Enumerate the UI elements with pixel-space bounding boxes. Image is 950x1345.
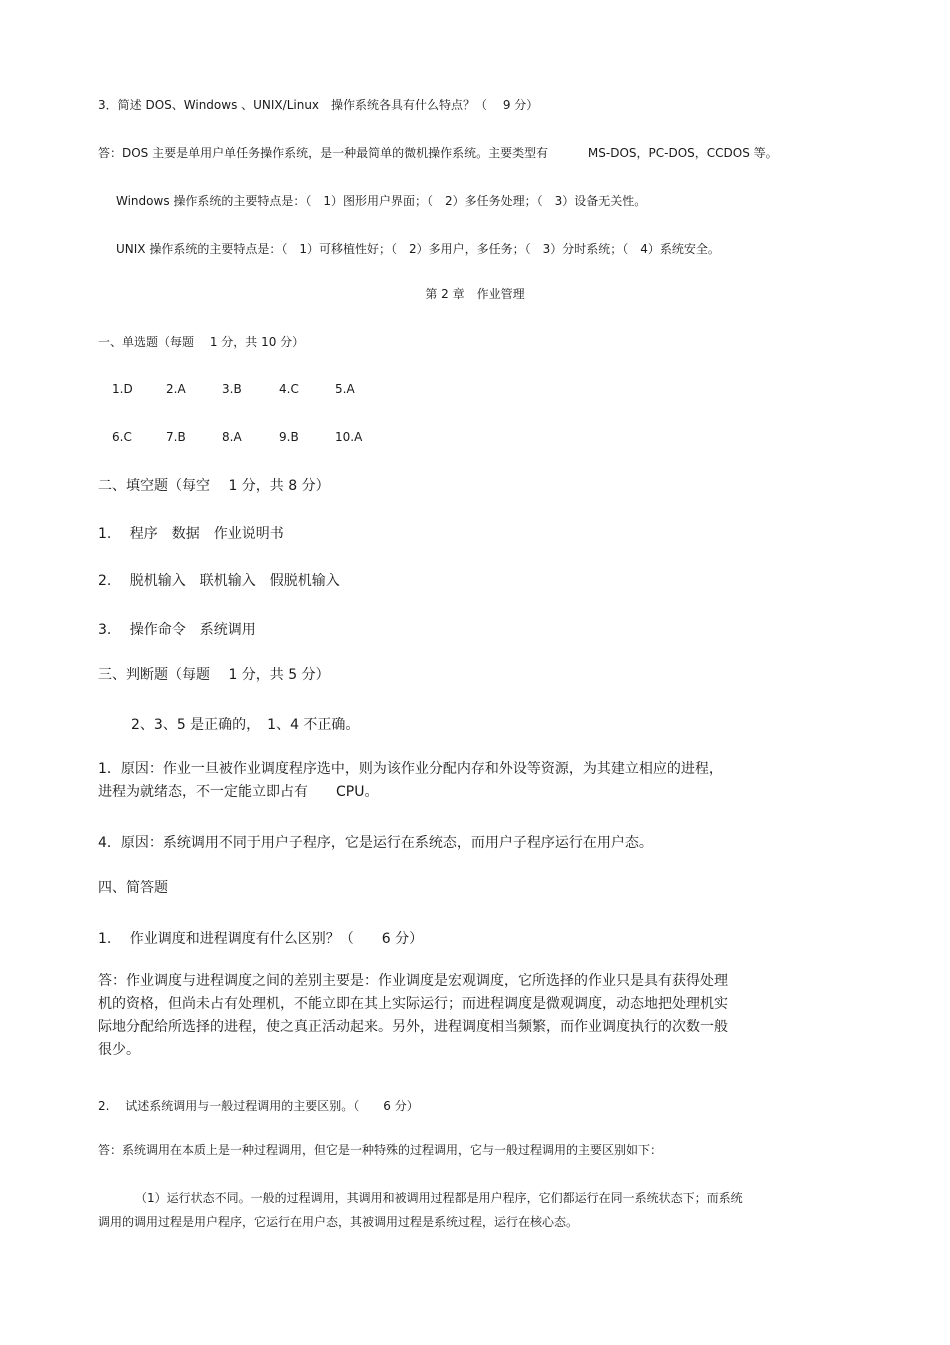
short-answer-answer-2-intro: 答：系统调用在本质上是一种过程调用，但它是一种特殊的过程调用，它与一般过程调用的主要区别如下： xyxy=(98,1143,663,1157)
reason-1-line-2: 进程为就绪态，不一定能立即占有 CPU。 xyxy=(98,784,379,800)
answer-item: 3.B xyxy=(222,382,242,396)
answer-1-line: 机的资格，但尚未占有处理机，不能立即在其上实际运行；而进程调度是微观调度，动态地把处理机实 xyxy=(98,996,728,1012)
answer-1-line: 很少。 xyxy=(98,1042,140,1058)
answer-item: 2.A xyxy=(166,382,186,396)
fill-blank-item-2: 2. 脱机输入 联机输入 假脱机输入 xyxy=(98,573,340,589)
answer-item: 5.A xyxy=(335,382,355,396)
answer-item: 7.B xyxy=(166,430,186,444)
answer-item: 4.C xyxy=(279,382,299,396)
answer-2-point-1-line-1: （1）运行状态不同。一般的过程调用，其调用和被调用过程都是用户程序，它们都运行在同一系统状态下；而系统 xyxy=(135,1191,743,1205)
fill-blank-heading: 二、填空题（每空 1 分，共 8 分） xyxy=(98,478,330,494)
true-false-reason-1 xyxy=(98,758,723,804)
answer-2-point-1-line-2: 调用的调用过程是用户程序，它运行在用户态，其被调用过程是系统过程，运行在核心态。 xyxy=(98,1215,579,1229)
true-false-heading: 三、判断题（每题 1 分，共 5 分） xyxy=(98,667,330,683)
answer-item: 10.A xyxy=(335,430,363,444)
reason-1-line-1: 1．原因：作业一旦被作业调度程序选中，则为该作业分配内存和外设等资源，为其建立相应的进程， xyxy=(98,761,723,777)
question-3: 3．简述 DOS、Windows 、UNIX/Linux 操作系统各具有什么特点？（ 9 分） xyxy=(98,98,539,112)
true-false-summary: 2、3、5 是正确的， 1、4 不正确。 xyxy=(131,717,360,733)
answer-item: 8.A xyxy=(222,430,242,444)
short-answer-heading: 四、简答题 xyxy=(98,880,168,896)
fill-blank-item-3: 3. 操作命令 系统调用 xyxy=(98,622,256,638)
answer-dos: 答：DOS 主要是单用户单任务操作系统，是一种最简单的微机操作系统。主要类型有 MS-DOS，PC-DOS，CCDOS 等。 xyxy=(98,146,778,160)
chapter-title: 第 2 章 作业管理 xyxy=(425,287,525,301)
answer-item: 1.D xyxy=(112,382,133,396)
short-answer-answer-1 xyxy=(98,970,728,1062)
short-answer-question-2: 2. 试述系统调用与一般过程调用的主要区别。（ 6 分） xyxy=(98,1099,419,1113)
answer-item: 9.B xyxy=(279,430,299,444)
single-choice-heading: 一、单选题（每题 1 分，共 10 分） xyxy=(98,335,305,349)
fill-blank-item-1: 1. 程序 数据 作业说明书 xyxy=(98,526,284,542)
answer-item: 6.C xyxy=(112,430,132,444)
true-false-reason-4: 4．原因：系统调用不同于用户子程序，它是运行在系统态，而用户子程序运行在用户态。 xyxy=(98,835,653,851)
short-answer-question-1: 1. 作业调度和进程调度有什么区别？（ 6 分） xyxy=(98,931,424,947)
answer-1-line: 际地分配给所选择的进程，使之真正活动起来。另外，进程调度相当频繁，而作业调度执行的次数一般 xyxy=(98,1019,728,1035)
answer-windows: Windows 操作系统的主要特点是：（ 1）图形用户界面；（ 2）多任务处理；（ 3）设备无关性。 xyxy=(116,194,647,208)
answer-unix: UNIX 操作系统的主要特点是：（ 1）可移植性好；（ 2）多用户，多任务；（ 3）分时系统；（ 4）系统安全。 xyxy=(116,242,720,256)
answer-1-line: 答：作业调度与进程调度之间的差别主要是：作业调度是宏观调度，它所选择的作业只是具有获得处理 xyxy=(98,973,728,989)
